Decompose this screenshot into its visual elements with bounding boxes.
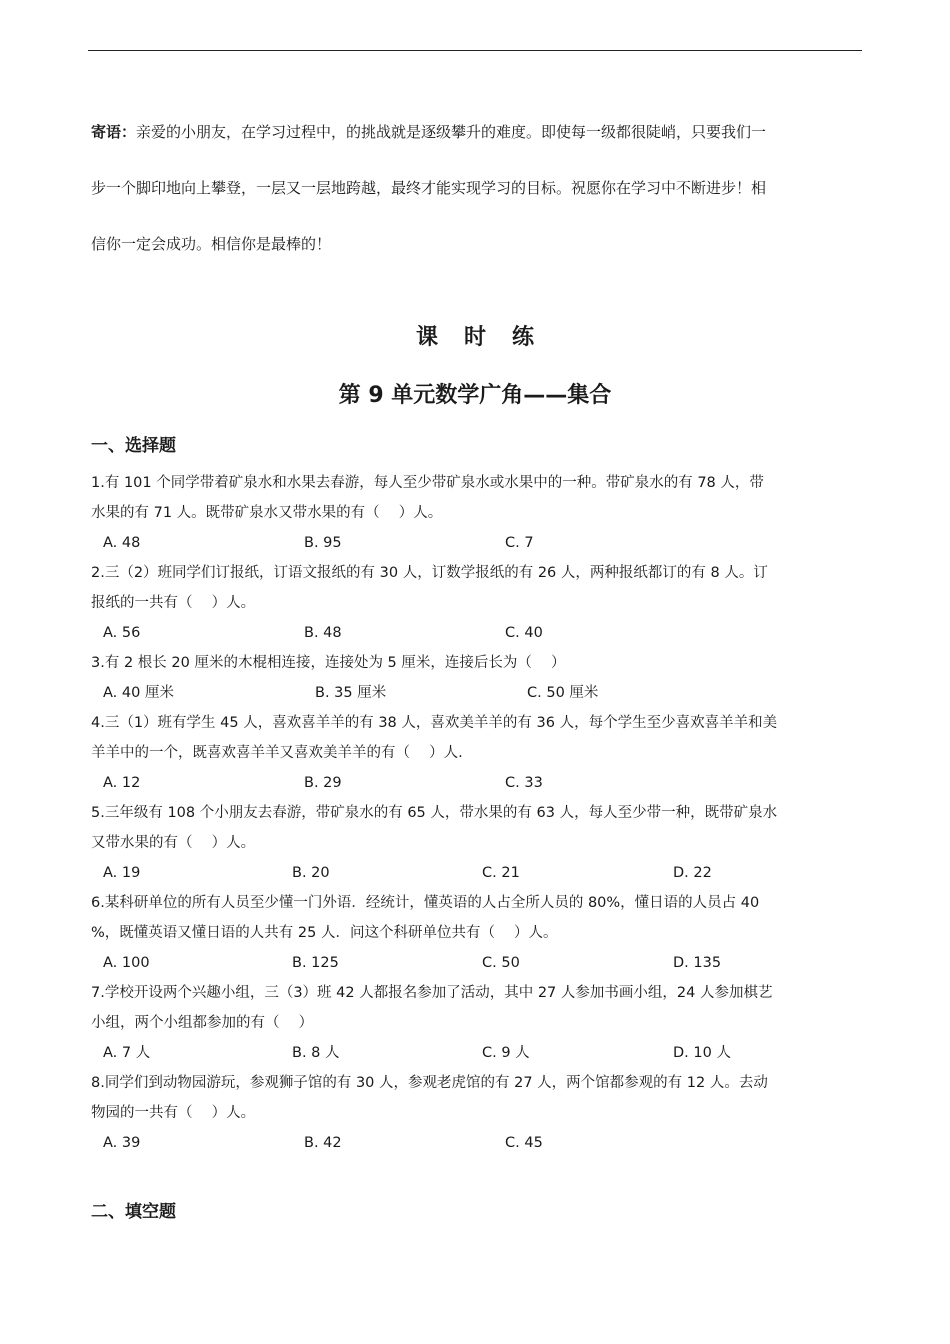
question-text-line: 1.有 101 个同学带着矿泉水和水果去春游，每人至少带矿泉水或水果中的一种。带矿泉水的有 78 人，带 bbox=[91, 475, 764, 491]
answer-option: A. 56 bbox=[103, 625, 141, 641]
question-text-line: 8.同学们到动物园游玩，参观狮子馆的有 30 人，参观老虎馆的有 27 人，两个馆都参观的有 12 人。去动 bbox=[91, 1075, 768, 1091]
answer-options bbox=[91, 948, 857, 978]
answer-option: C. 50 bbox=[482, 955, 520, 971]
answer-option: B. 42 bbox=[304, 1135, 342, 1151]
foreword-line-1: 寄语：亲爱的小朋友，在学习过程中，的挑战就是逐级攀升的难度。即使每一级都很陡峭，只要我们一 bbox=[91, 123, 767, 141]
answer-option: D. 10 人 bbox=[673, 1045, 731, 1061]
question-item bbox=[91, 468, 857, 558]
answer-option: A. 100 bbox=[103, 955, 150, 971]
unit-subtitle: 第 9 单元数学广角——集合 bbox=[338, 383, 612, 408]
answer-option: C. 50 厘米 bbox=[527, 685, 599, 701]
answer-option: A. 40 厘米 bbox=[103, 685, 174, 701]
answer-option: A. 39 bbox=[103, 1135, 141, 1151]
question-text-line: 7.学校开设两个兴趣小组，三（3）班 42 人都报名参加了活动，其中 27 人参加书画小组，24 人参加棋艺 bbox=[91, 985, 773, 1001]
answer-options bbox=[91, 858, 857, 888]
foreword bbox=[91, 104, 861, 272]
answer-option: C. 33 bbox=[505, 775, 543, 791]
answer-option: A. 19 bbox=[103, 865, 141, 881]
answer-option: C. 7 bbox=[505, 535, 534, 551]
question-item bbox=[91, 978, 857, 1068]
question-text-line: 4.三（1）班有学生 45 人，喜欢喜羊羊的有 38 人，喜欢美羊羊的有 36 人，每个学生至少喜欢喜羊羊和美 bbox=[91, 715, 778, 731]
question-text-line: 报纸的一共有（ ）人。 bbox=[91, 595, 256, 611]
answer-option: B. 8 人 bbox=[292, 1045, 340, 1061]
question-text-line: %，既懂英语又懂日语的人共有 25 人．问这个科研单位共有（ ）人。 bbox=[91, 925, 558, 941]
question-text-line: 物园的一共有（ ）人。 bbox=[91, 1105, 256, 1121]
answer-option: C. 9 人 bbox=[482, 1045, 530, 1061]
header-rule bbox=[88, 50, 862, 51]
answer-options bbox=[91, 678, 857, 708]
question-item bbox=[91, 708, 857, 798]
answer-option: C. 45 bbox=[505, 1135, 543, 1151]
question-text-line: 3.有 2 根长 20 厘米的木棍相连接，连接处为 5 厘米，连接后长为（ ） bbox=[91, 655, 566, 671]
question-item bbox=[91, 1068, 857, 1158]
answer-option: D. 135 bbox=[673, 955, 722, 971]
question-text-line: 又带水果的有（ ）人。 bbox=[91, 835, 256, 851]
answer-option: A. 48 bbox=[103, 535, 141, 551]
question-item bbox=[91, 798, 857, 888]
question-text-line: 5.三年级有 108 个小朋友去春游，带矿泉水的有 65 人，带水果的有 63 人，每人至少带一种，既带矿泉水 bbox=[91, 805, 778, 821]
answer-options bbox=[91, 1038, 857, 1068]
answer-option: B. 48 bbox=[304, 625, 342, 641]
answer-option: B. 20 bbox=[292, 865, 330, 881]
question-text-line: 水果的有 71 人。既带矿泉水又带水果的有（ ）人。 bbox=[91, 505, 443, 521]
answer-options bbox=[91, 768, 857, 798]
answer-option: C. 40 bbox=[505, 625, 543, 641]
answer-option: A. 12 bbox=[103, 775, 141, 791]
answer-option: B. 95 bbox=[304, 535, 342, 551]
answer-option: D. 22 bbox=[673, 865, 712, 881]
section-heading-fill: 二、填空题 bbox=[91, 1202, 176, 1222]
foreword-line-2: 步一个脚印地向上攀登，一层又一层地跨越，最终才能实现学习的目标。祝愿你在学习中不断进步！相 bbox=[91, 179, 767, 197]
question-list bbox=[91, 468, 857, 1158]
question-text-line: 2.三（2）班同学们订报纸，订语文报纸的有 30 人，订数学报纸的有 26 人，两种报纸都订的有 8 人。订 bbox=[91, 565, 768, 581]
answer-option: B. 35 厘米 bbox=[315, 685, 387, 701]
question-text-line: 羊羊中的一个，既喜欢喜羊羊又喜欢美羊羊的有（ ）人. bbox=[91, 745, 463, 761]
question-item bbox=[91, 888, 857, 978]
foreword-line-3: 信你一定会成功。相信你是最棒的！ bbox=[91, 235, 332, 253]
answer-option: B. 125 bbox=[292, 955, 339, 971]
answer-option: A. 7 人 bbox=[103, 1045, 151, 1061]
page-title: 课时练 bbox=[415, 325, 560, 350]
question-item bbox=[91, 648, 857, 708]
question-text-line: 6.某科研单位的所有人员至少懂一门外语．经统计，懂英语的人占全所人员的 80%，懂日语的人员占 40 bbox=[91, 895, 760, 911]
answer-options bbox=[91, 1128, 857, 1158]
answer-options bbox=[91, 618, 857, 648]
answer-option: B. 29 bbox=[304, 775, 342, 791]
section-heading-choice: 一、选择题 bbox=[91, 436, 176, 456]
answer-option: C. 21 bbox=[482, 865, 520, 881]
question-text-line: 小组，两个小组都参加的有（ ） bbox=[91, 1015, 314, 1031]
question-item bbox=[91, 558, 857, 648]
foreword-label: 寄语： bbox=[91, 123, 137, 141]
answer-options bbox=[91, 528, 857, 558]
